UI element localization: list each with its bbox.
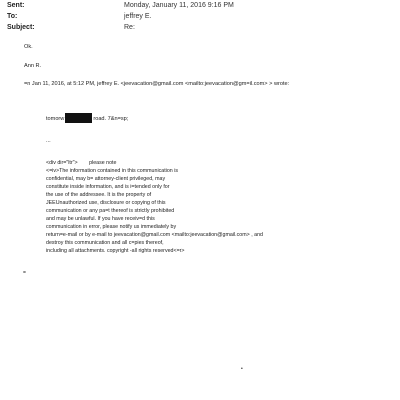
ok-line: Ok. (24, 44, 33, 50)
trailing-equals-mark: = (23, 270, 26, 276)
quote-header-line: =n Jan 11, 2016, at 5:12 PM, jeffrey E. <jeevacation@gmail.com <mailto:jeevacation@gm=il.com> > wrote: (24, 81, 290, 87)
to-label: To: (7, 13, 18, 20)
subject-label: Subject: (7, 24, 35, 31)
signature-line: Ann R. (24, 63, 42, 69)
disclaimer-line: the use of the addressee. It is the property of (46, 192, 152, 198)
subject-row (7, 22, 234, 33)
subject-value: Re: (124, 24, 135, 31)
please-note-text: please note (89, 160, 117, 166)
tomorrow-prefix: tomorw (46, 116, 65, 122)
disclaimer-line: including all attachments. copyright -all rights reserved<=r> (46, 248, 185, 254)
div-tag-line (46, 159, 263, 167)
disclaimer-line: return=e-mail or by e-mail to jeevacation@gmail.com <mailto:jeevacation@gmail.com> , and (46, 232, 263, 238)
disclaimer-line: destroy this communication and all c=pies thereof, (46, 240, 164, 246)
disclaimer-line: JEEUnauthorized use, disclosure or copying of this (46, 200, 166, 206)
to-value: jeffrey E. (124, 13, 152, 20)
tomorrow-line (46, 113, 128, 123)
disclaimer-block (46, 159, 263, 255)
email-header (7, 0, 234, 33)
page-dot-mark: • (241, 366, 243, 372)
sent-value: Monday, January 11, 2016 9:16 PM (124, 2, 234, 9)
redaction-block (65, 113, 92, 123)
disclaimer-line: constitute inside information, and is i=tended only for (46, 184, 170, 190)
disclaimer-line: and may be unlawful. If you have receiv=d this (46, 216, 155, 222)
to-row (7, 11, 234, 22)
disclaimer-line: communication in error, please notify us immediately by (46, 224, 177, 230)
disclaimer-line: communication or any pa=t thereof is strictly prohibited (46, 208, 175, 214)
tomorrow-suffix: road. 7&n=sp; (93, 116, 129, 122)
sent-row (7, 0, 234, 11)
disclaimer-line: <=iv>The information contained in this communication is (46, 168, 179, 174)
div-tag-text: <div dir="ltr"> (46, 160, 78, 166)
sent-label: Sent: (7, 2, 25, 9)
disclaimer-line: confidential, may b= attorney-client privileged, may (46, 176, 166, 182)
ellipsis-line: ... (46, 138, 51, 144)
